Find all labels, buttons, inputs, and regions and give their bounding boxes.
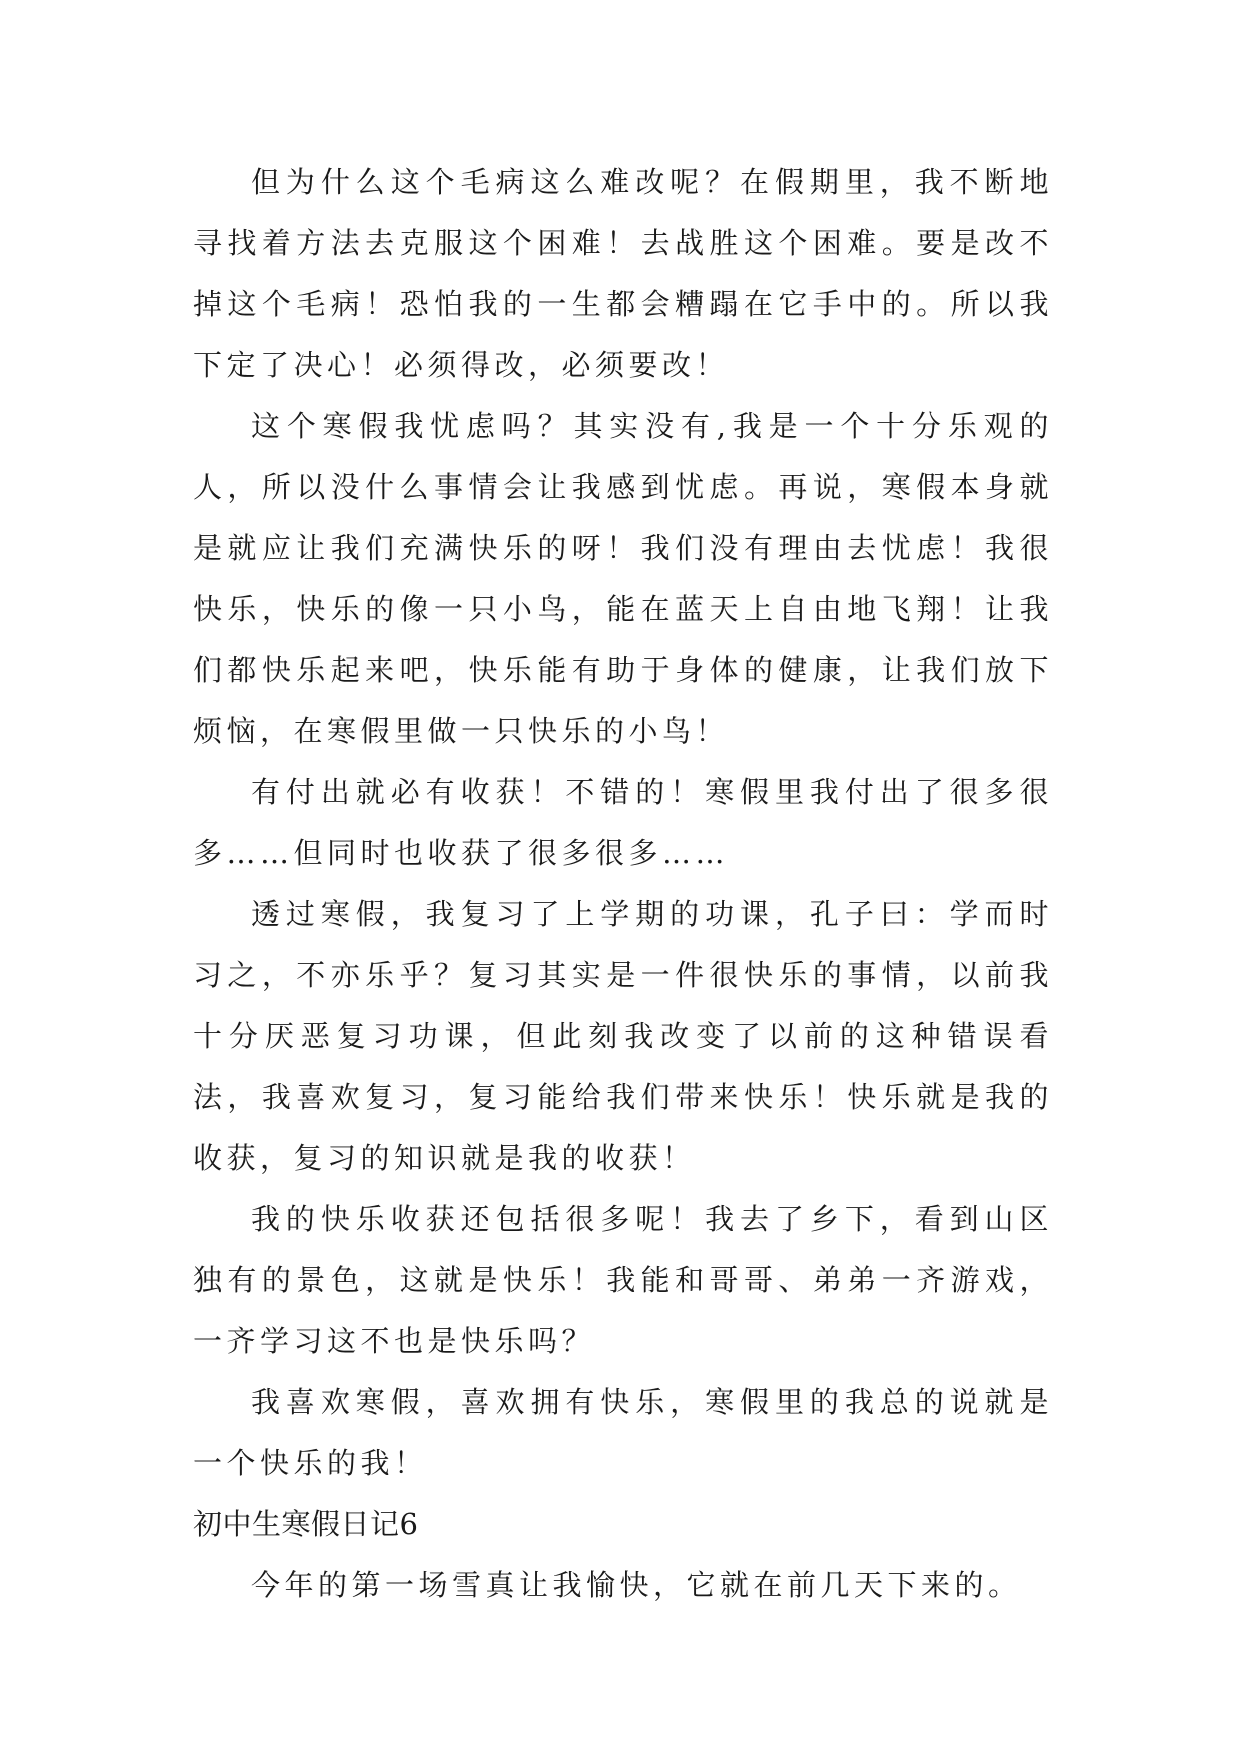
paragraph: 有付出就必有收获！不错的！寒假里我付出了很多很多……但同时也收获了很多很多……	[193, 775, 1053, 870]
paragraph: 透过寒假，我复习了上学期的功课，孔子曰：学而时习之，不亦乐乎？复习其实是一件很快乐的事情，以前我十分厌恶复习功课，但此刻我改变了以前的这种错误看法，我喜欢复习，复习能给我们带来快乐！快乐就是我的收获，复习的知识就是我的收获！	[193, 897, 1053, 1175]
document-body	[193, 152, 1053, 1616]
paragraph: 我的快乐收获还包括很多呢！我去了乡下，看到山区独有的景色，这就是快乐！我能和哥哥、弟弟一齐游戏，一齐学习这不也是快乐吗？	[193, 1202, 1053, 1358]
section-heading: 初中生寒假日记6	[193, 1507, 419, 1541]
paragraph: 我喜欢寒假，喜欢拥有快乐，寒假里的我总的说就是一个快乐的我！	[193, 1385, 1053, 1480]
paragraph: 今年的第一场雪真让我愉快，它就在前几天下来的。	[251, 1568, 1022, 1602]
paragraph: 但为什么这个毛病这么难改呢？在假期里，我不断地寻找着方法去克服这个困难！去战胜这个困难。要是改不掉这个毛病！恐怕我的一生都会糟蹋在它手中的。所以我下定了决心！必须得改，必须要改！	[193, 165, 1053, 382]
paragraph: 这个寒假我忧虑吗？其实没有,我是一个十分乐观的人，所以没什么事情会让我感到忧虑。再说，寒假本身就是就应让我们充满快乐的呀！我们没有理由去忧虑！我很快乐，快乐的像一只小鸟，能在蓝天上自由地飞翔！让我们都快乐起来吧，快乐能有助于身体的健康，让我们放下烦恼，在寒假里做一只快乐的小鸟！	[193, 409, 1053, 748]
